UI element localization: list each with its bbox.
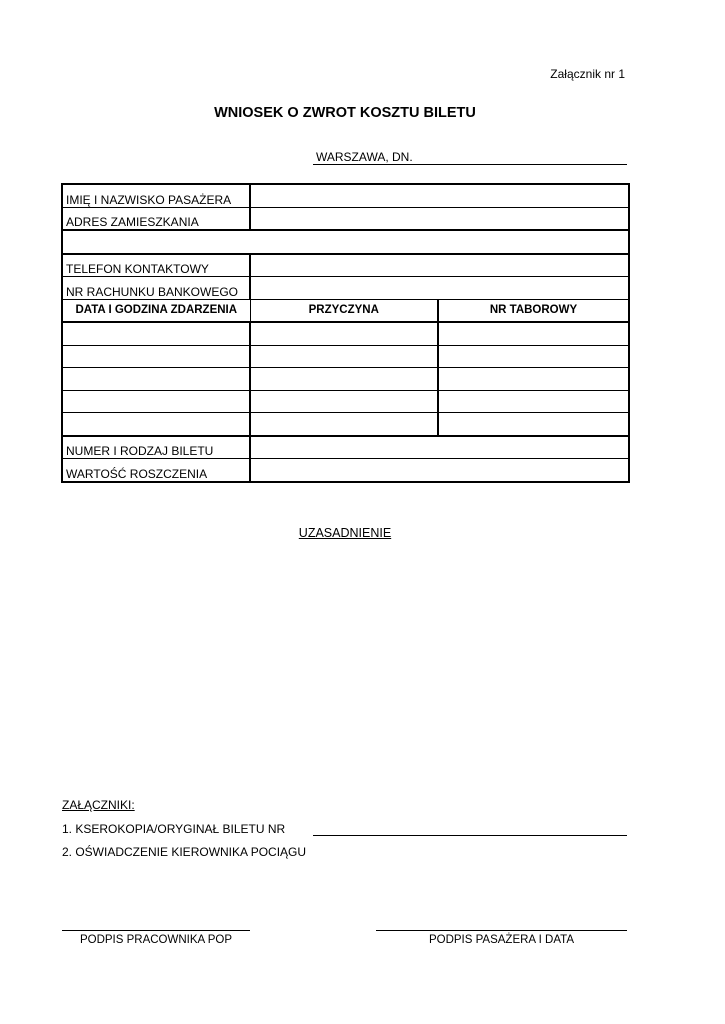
claim-value-field[interactable] [250, 459, 629, 482]
table-row [62, 322, 629, 345]
ticket-field[interactable] [250, 436, 629, 459]
ticket-label: NUMER I RODZAJ BILETU [62, 436, 250, 459]
place-date-field[interactable] [313, 164, 627, 165]
rolling-stock-cell[interactable] [438, 390, 629, 413]
attachment-item-ticket: 1. KSEROKOPIA/ORYGINAŁ BILETU NR [62, 822, 286, 836]
rolling-stock-cell[interactable] [438, 345, 629, 368]
passenger-signature-label: PODPIS PASAŻERA I DATA [428, 934, 575, 946]
place-date-label: WARSZAWA, DN. [316, 150, 413, 164]
employee-signature-line[interactable] [62, 930, 250, 931]
date-time-cell[interactable] [62, 345, 250, 368]
date-time-cell[interactable] [62, 322, 250, 345]
column-header-date-time: DATA I GODZINA ZDARZENIA [62, 299, 250, 322]
attachments-heading: ZAŁĄCZNIKI: [62, 798, 135, 812]
reason-cell[interactable] [250, 390, 438, 413]
phone-label: TELEFON KONTAKTOWY [62, 254, 250, 277]
date-time-cell[interactable] [62, 368, 250, 391]
reason-cell[interactable] [250, 322, 438, 345]
table-row [62, 390, 629, 413]
reason-cell[interactable] [250, 345, 438, 368]
employee-signature-label: PODPIS PRACOWNIKA POP [79, 934, 233, 946]
phone-field[interactable] [250, 254, 629, 277]
date-time-cell[interactable] [62, 390, 250, 413]
address-field[interactable] [250, 207, 629, 230]
table-row [62, 368, 629, 391]
bank-account-field[interactable] [250, 277, 629, 300]
passenger-signature-line[interactable] [376, 930, 627, 931]
date-time-cell[interactable] [62, 413, 250, 436]
passenger-name-label: IMIĘ I NAZWISKO PASAŻERA [62, 184, 250, 207]
address-label: ADRES ZAMIESZKANIA [62, 207, 250, 230]
column-header-rolling-stock-number: NR TABOROWY [438, 299, 629, 322]
rolling-stock-cell[interactable] [438, 413, 629, 436]
ticket-number-field[interactable] [313, 835, 627, 836]
reason-cell[interactable] [250, 368, 438, 391]
rolling-stock-cell[interactable] [438, 322, 629, 345]
claim-form-table [61, 183, 630, 483]
bank-account-label: NR RACHUNKU BANKOWEGO [62, 277, 250, 300]
rolling-stock-cell[interactable] [438, 368, 629, 391]
address-field-continued[interactable] [62, 230, 629, 254]
reason-cell[interactable] [250, 413, 438, 436]
claim-value-label: WARTOŚĆ ROSZCZENIA [62, 459, 250, 482]
table-row [62, 345, 629, 368]
column-header-reason: PRZYCZYNA [250, 299, 438, 322]
table-row [62, 413, 629, 436]
page-title: WNIOSEK O ZWROT KOSZTU BILETU [214, 105, 476, 121]
passenger-name-field[interactable] [250, 184, 629, 207]
justification-heading: UZASADNIENIE [298, 526, 392, 540]
annex-label: Załącznik nr 1 [550, 67, 625, 81]
attachment-item-statement: 2. OŚWIADCZENIE KIEROWNIKA POCIĄGU [62, 845, 307, 859]
